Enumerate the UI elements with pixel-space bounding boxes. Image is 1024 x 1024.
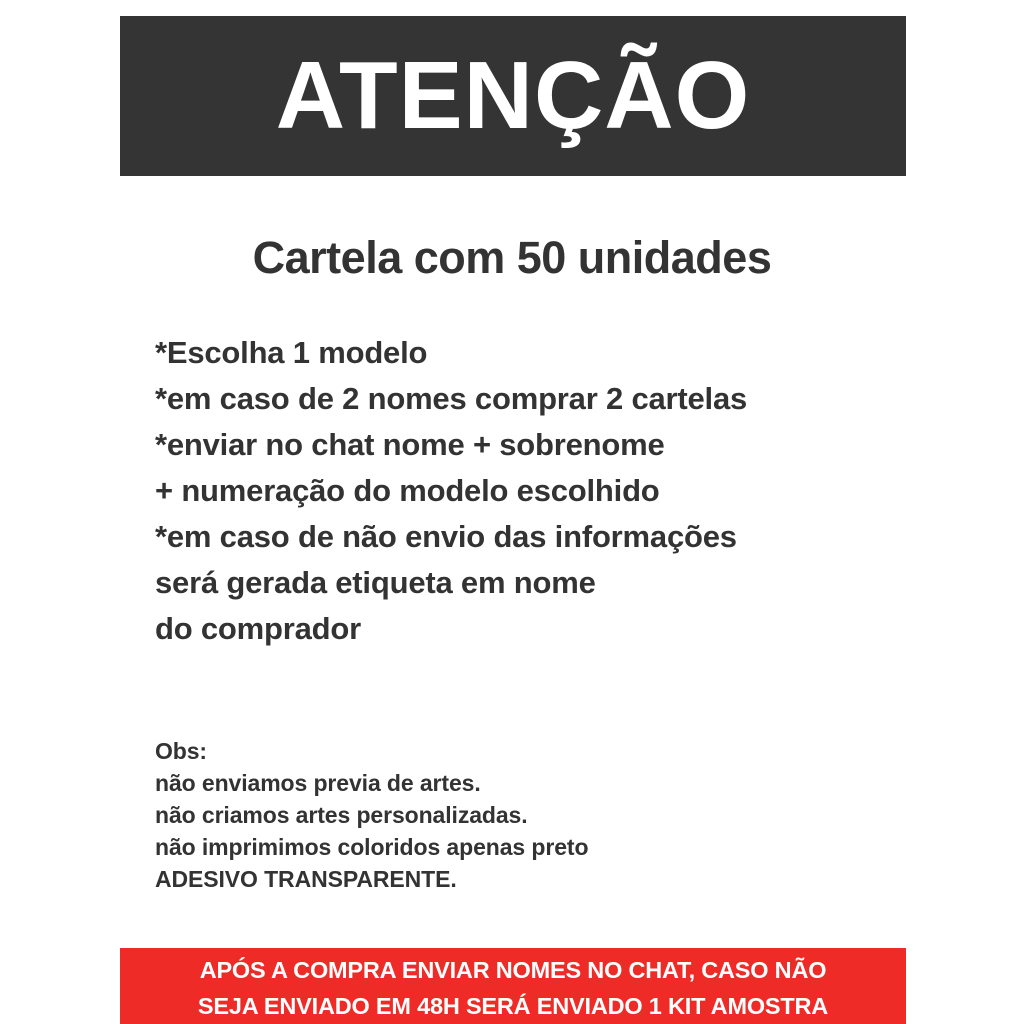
notes-block <box>155 735 955 895</box>
note-line: ADESIVO TRANSPARENTE. <box>155 866 457 892</box>
note-line: não criamos artes personalizadas. <box>155 802 528 828</box>
instruction-line: do comprador <box>155 611 362 646</box>
note-line: não imprimimos coloridos apenas preto <box>155 834 589 860</box>
alert-line: SEJA ENVIADO EM 48H SERÁ ENVIADO 1 KIT AMOSTRA <box>197 993 829 1019</box>
note-line: não enviamos previa de artes. <box>155 770 481 796</box>
instruction-line: + numeração do modelo escolhido <box>155 473 660 508</box>
page-title: ATENÇÃO <box>275 42 751 149</box>
subtitle-quantity: Cartela com 50 unidades <box>252 232 772 283</box>
notes-heading: Obs: <box>155 738 207 764</box>
instructions-block <box>155 330 955 652</box>
instruction-line: *em caso de 2 nomes comprar 2 cartelas <box>155 381 748 416</box>
instruction-line: *enviar no chat nome + sobrenome <box>155 427 665 462</box>
instruction-line: será gerada etiqueta em nome <box>155 565 596 600</box>
header-banner <box>120 16 906 176</box>
instruction-line: *Escolha 1 modelo <box>155 335 428 370</box>
alert-line: APÓS A COMPRA ENVIAR NOMES NO CHAT, CASO NÃO <box>199 957 827 983</box>
alert-banner <box>120 948 906 1024</box>
instruction-line: *em caso de não envio das informações <box>155 519 737 554</box>
